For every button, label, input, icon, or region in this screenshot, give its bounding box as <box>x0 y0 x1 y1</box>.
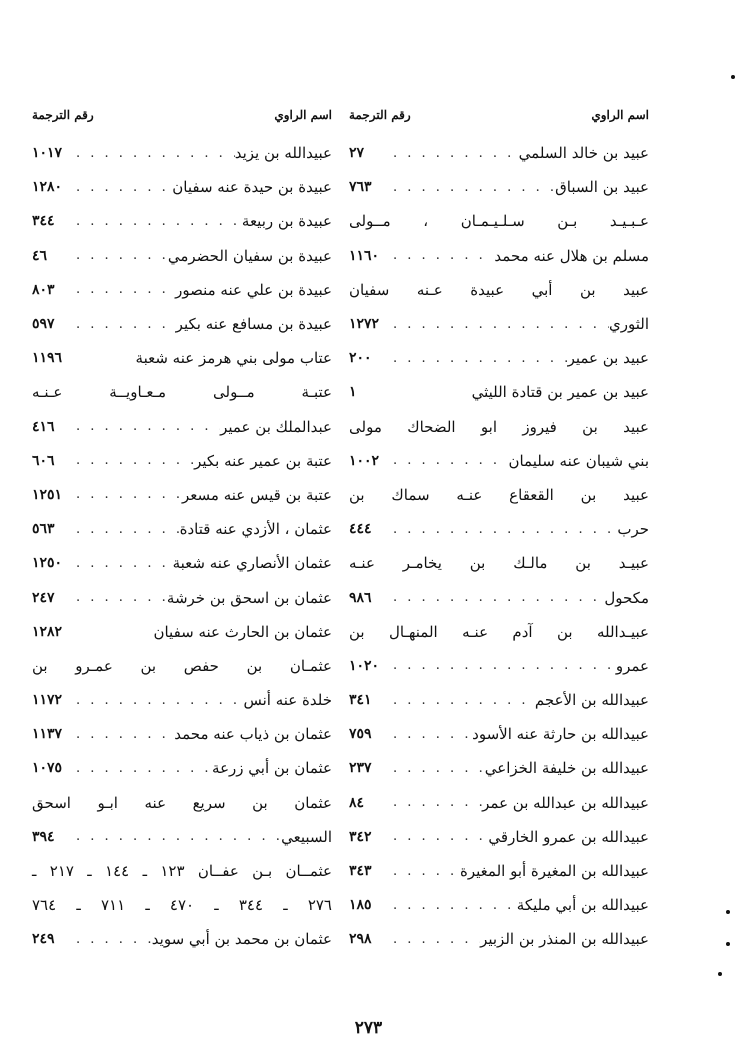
entry-number: ٤٤٤ <box>349 521 372 538</box>
margin-mark <box>731 75 735 79</box>
entry-number: ١٨٥ <box>349 897 372 914</box>
entry-number: ١١٩٦ <box>32 350 63 367</box>
narrator-name: الثوري <box>609 315 649 334</box>
leader-dots <box>389 590 604 605</box>
narrator-name: عبيدالله بن المغيرة أبو المغيرة <box>460 862 649 881</box>
narrator-name: عبيدالله بن عمرو الخارقي <box>488 827 649 846</box>
index-entry <box>349 786 649 820</box>
narrator-name: عتاب مولى بني هرمز عنه شعبة <box>135 349 332 368</box>
narrator-name: عثمان الأنصاري عنه شعبة <box>172 554 332 573</box>
index-entry <box>32 478 332 512</box>
narrator-name: عبيدة بن ربيعة <box>241 212 332 231</box>
index-entry <box>32 786 332 820</box>
index-entry <box>32 717 332 751</box>
narrator-name: خلدة عنه أنس <box>243 691 332 710</box>
entry-number: ٤٦ <box>32 247 48 264</box>
leader-dots <box>72 727 174 742</box>
narrator-name: عثمان بن ذياب عنه محمد <box>174 725 332 744</box>
index-entry <box>349 820 649 854</box>
leader-dots <box>389 898 517 913</box>
narrator-name: عبيد بن القعقاع عنـه سماك بن <box>349 485 649 504</box>
narrator-name: عبيدة بن حيدة عنه سفيان <box>172 178 332 197</box>
entry-number: ٣٩٤ <box>32 828 55 845</box>
leader-dots <box>389 795 482 810</box>
narrator-name: السبيعي <box>281 827 332 846</box>
index-entry <box>32 170 332 204</box>
index-entry <box>349 307 649 341</box>
entry-number: ١٠١٧ <box>32 145 63 162</box>
narrator-name: عبيدة بن مسافع عنه بكير <box>175 315 332 334</box>
narrator-name: عبدالملك بن عمير <box>220 417 332 436</box>
index-entry <box>349 204 649 238</box>
entry-number: ٢٧ <box>349 145 365 162</box>
index-entry <box>349 922 649 956</box>
narrator-name: عبيد بن فيروز ابو الضحاك مولى <box>349 417 649 436</box>
index-entry <box>349 273 649 307</box>
index-entry <box>349 888 649 922</box>
entry-number: ١١٦٠ <box>349 247 380 264</box>
index-entry <box>349 546 649 580</box>
entry-number: ٢٠٠ <box>349 350 372 367</box>
entry-number: ٦٠٦ <box>32 452 55 469</box>
narrator-name: عثمان ، الأزدي عنه قتادة <box>179 520 332 539</box>
leader-dots <box>389 693 535 708</box>
index-entry <box>349 683 649 717</box>
leader-dots <box>389 727 472 742</box>
index-entry <box>32 751 332 785</box>
index-entry <box>349 478 649 512</box>
entry-number: ١٢٥١ <box>32 486 63 503</box>
index-entry <box>32 444 332 478</box>
narrator-name: عبيدالله بن عبدالله بن عمر <box>482 793 649 812</box>
entry-number: ٣٤١ <box>349 692 372 709</box>
leader-dots <box>72 932 152 947</box>
leader-dots <box>389 248 494 263</box>
entry-number: ٢٣٧ <box>349 760 372 777</box>
entry-number: ٢٤٧ <box>32 589 55 606</box>
left-column-header <box>32 100 332 130</box>
entry-number: ١١٣٧ <box>32 726 63 743</box>
narrator-name: عبيدالله بن أبي مليكة <box>516 896 649 915</box>
index-entry <box>349 410 649 444</box>
narrator-name: عبيد بن عمير بن قتادة الليثي <box>471 383 649 402</box>
index-entry <box>32 615 332 649</box>
index-entry <box>349 170 649 204</box>
leader-dots <box>72 180 172 195</box>
narrator-name: عثمان بن محمد بن أبي سويد <box>151 930 332 949</box>
entry-number: ٤١٦ <box>32 418 55 435</box>
index-entry <box>32 204 332 238</box>
narrator-name: عبيدالله بن حارثة عنه الأسود <box>472 725 649 744</box>
left-column <box>32 100 332 957</box>
entry-number: ٧٥٩ <box>349 726 372 743</box>
leader-dots <box>389 522 617 537</box>
leader-dots <box>72 419 220 434</box>
entry-number: ٣٤٢ <box>349 828 372 845</box>
entry-number: ٢٤٩ <box>32 931 55 948</box>
narrator-name: عبيدالله بن المنذر بن الزبير <box>480 930 649 949</box>
narrator-name: عثمان بن الحارث عنه سفيان <box>153 622 332 641</box>
index-entry <box>349 580 649 614</box>
index-entry <box>349 854 649 888</box>
leader-dots <box>389 864 460 879</box>
entry-number: ٨٠٣ <box>32 281 55 298</box>
index-entry <box>349 649 649 683</box>
entry-number: ١١٧٢ <box>32 692 63 709</box>
leader-dots <box>72 522 180 537</box>
leader-dots <box>389 351 568 366</box>
narrator-name: عبيدالله بن خليفة الخزاعي <box>484 759 649 778</box>
entry-number: ١٢٧٢ <box>349 316 380 333</box>
entry-number: ١٢٥٠ <box>32 555 63 572</box>
page-number: ٢٧٣ <box>354 1018 383 1038</box>
narrator-name: عبيدالله بن يزيد <box>234 144 332 163</box>
entry-number: ٣٤٤ <box>32 213 55 230</box>
number-header: رقم الترجمة <box>349 108 411 122</box>
entry-number: ٣٤٣ <box>349 863 372 880</box>
leader-dots <box>72 487 182 502</box>
leader-dots <box>72 556 173 571</box>
narrator-name: عتبة بن عمير عنه بكير <box>194 451 332 470</box>
index-entry <box>32 922 332 956</box>
leader-dots <box>72 693 244 708</box>
narrator-name: عمرو <box>615 656 649 675</box>
index-entry <box>349 239 649 273</box>
narrator-name: عبيد بن عمير <box>567 349 649 368</box>
index-entry <box>349 341 649 375</box>
index-entry <box>32 136 332 170</box>
leader-dots <box>72 146 235 161</box>
index-entry <box>32 375 332 409</box>
name-header: اسم الراوي <box>274 108 332 122</box>
narrator-name: حرب <box>617 520 649 539</box>
margin-mark <box>726 910 730 914</box>
index-entry <box>349 615 649 649</box>
entry-number: ١٢٨٢ <box>32 623 63 640</box>
entry-number: ١٠٧٥ <box>32 760 63 777</box>
name-header: اسم الراوي <box>591 108 649 122</box>
leader-dots <box>72 761 212 776</box>
narrator-name: عثمان بن سريع عنه ابـو اسحق <box>32 793 332 812</box>
index-entry <box>349 717 649 751</box>
narrator-name: عـبـيـد بـن سـلـيـمـان ، مــولى <box>349 212 649 231</box>
narrator-name: بني شيبان عنه سليمان <box>508 451 649 470</box>
narrator-name: عبيـدالله بن آدم عنـه المنهـال بن <box>349 622 649 641</box>
index-entry <box>32 273 332 307</box>
index-entry <box>349 444 649 478</box>
index-entry <box>32 854 332 888</box>
entry-number: ٥٦٣ <box>32 521 55 538</box>
index-entry <box>32 546 332 580</box>
narrator-name: عثمـان بن حفص بن عمـرو بن <box>32 656 332 675</box>
right-column <box>349 100 649 957</box>
leader-dots <box>72 248 168 263</box>
narrator-name: مسلم بن هلال عنه محمد <box>494 246 649 265</box>
index-entry <box>32 410 332 444</box>
narrator-name: عثمــان بـن عفــان ١٢٣ ـ ١٤٤ ـ ٢١٧ ـ <box>32 862 332 881</box>
right-entries <box>349 136 649 957</box>
entry-number: ١٢٨٠ <box>32 179 63 196</box>
index-entry <box>32 239 332 273</box>
narrator-name: عتبـة مــولى مـعـاويــة عـنـه <box>32 383 332 402</box>
entry-number: ٨٤ <box>349 794 365 811</box>
index-entry <box>32 580 332 614</box>
margin-mark <box>726 942 730 946</box>
index-entry <box>32 649 332 683</box>
entry-number: ٢٩٨ <box>349 931 372 948</box>
index-entry <box>349 751 649 785</box>
entry-number: ١٠٠٢ <box>349 452 380 469</box>
index-entry <box>32 820 332 854</box>
entry-number: ١ <box>349 384 357 401</box>
leader-dots <box>389 146 519 161</box>
narrator-name: عبيدالله بن الأعجم <box>534 691 649 710</box>
narrator-name: عبيدة بن سفيان الحضرمي <box>167 246 332 265</box>
narrator-name: عثمان بن اسحق بن خرشة <box>166 588 332 607</box>
leader-dots <box>72 214 242 229</box>
narrator-name: عبيدة بن علي عنه منصور <box>175 280 332 299</box>
margin-mark <box>718 972 722 976</box>
entry-number: ١٠٢٠ <box>349 657 380 674</box>
index-entry <box>32 512 332 546</box>
index-entry <box>349 512 649 546</box>
left-entries <box>32 136 332 957</box>
leader-dots <box>72 590 167 605</box>
index-entry <box>32 307 332 341</box>
right-column-header <box>349 100 649 130</box>
index-entry <box>32 888 332 922</box>
leader-dots <box>72 829 281 844</box>
leader-dots <box>72 282 175 297</box>
leader-dots <box>389 829 488 844</box>
leader-dots <box>389 761 485 776</box>
narrator-name: عتبة بن قيس عنه مسعر <box>182 485 332 504</box>
entry-number: ٥٩٧ <box>32 316 55 333</box>
index-entry <box>32 341 332 375</box>
number-header: رقم الترجمة <box>32 108 94 122</box>
index-entry <box>32 683 332 717</box>
leader-dots <box>389 180 555 195</box>
index-entry <box>349 136 649 170</box>
leader-dots <box>389 453 508 468</box>
narrator-name: مكحول <box>604 588 649 607</box>
narrator-name: عبيد بن أبي عبيدة عـنه سفيان <box>349 280 649 299</box>
leader-dots <box>72 453 194 468</box>
narrator-name: عبيد بن خالد السلمي <box>518 144 649 163</box>
leader-dots <box>389 932 480 947</box>
leader-dots <box>72 317 176 332</box>
entry-number: ٧٦٣ <box>349 179 372 196</box>
narrator-name: عبيـد بن مالـك بن يخامـر عنـه <box>349 554 649 573</box>
narrator-name: عبيد بن السباق <box>555 178 649 197</box>
narrator-name: ٢٧٦ ـ ٣٤٤ ـ ٤٧٠ ـ ٧١١ ـ ٧٦٤ <box>32 896 332 915</box>
entry-number: ٩٨٦ <box>349 589 372 606</box>
leader-dots <box>389 658 616 673</box>
narrator-name: عثمان بن أبي زرعة <box>212 759 332 778</box>
index-entry <box>349 375 649 409</box>
leader-dots <box>389 317 609 332</box>
